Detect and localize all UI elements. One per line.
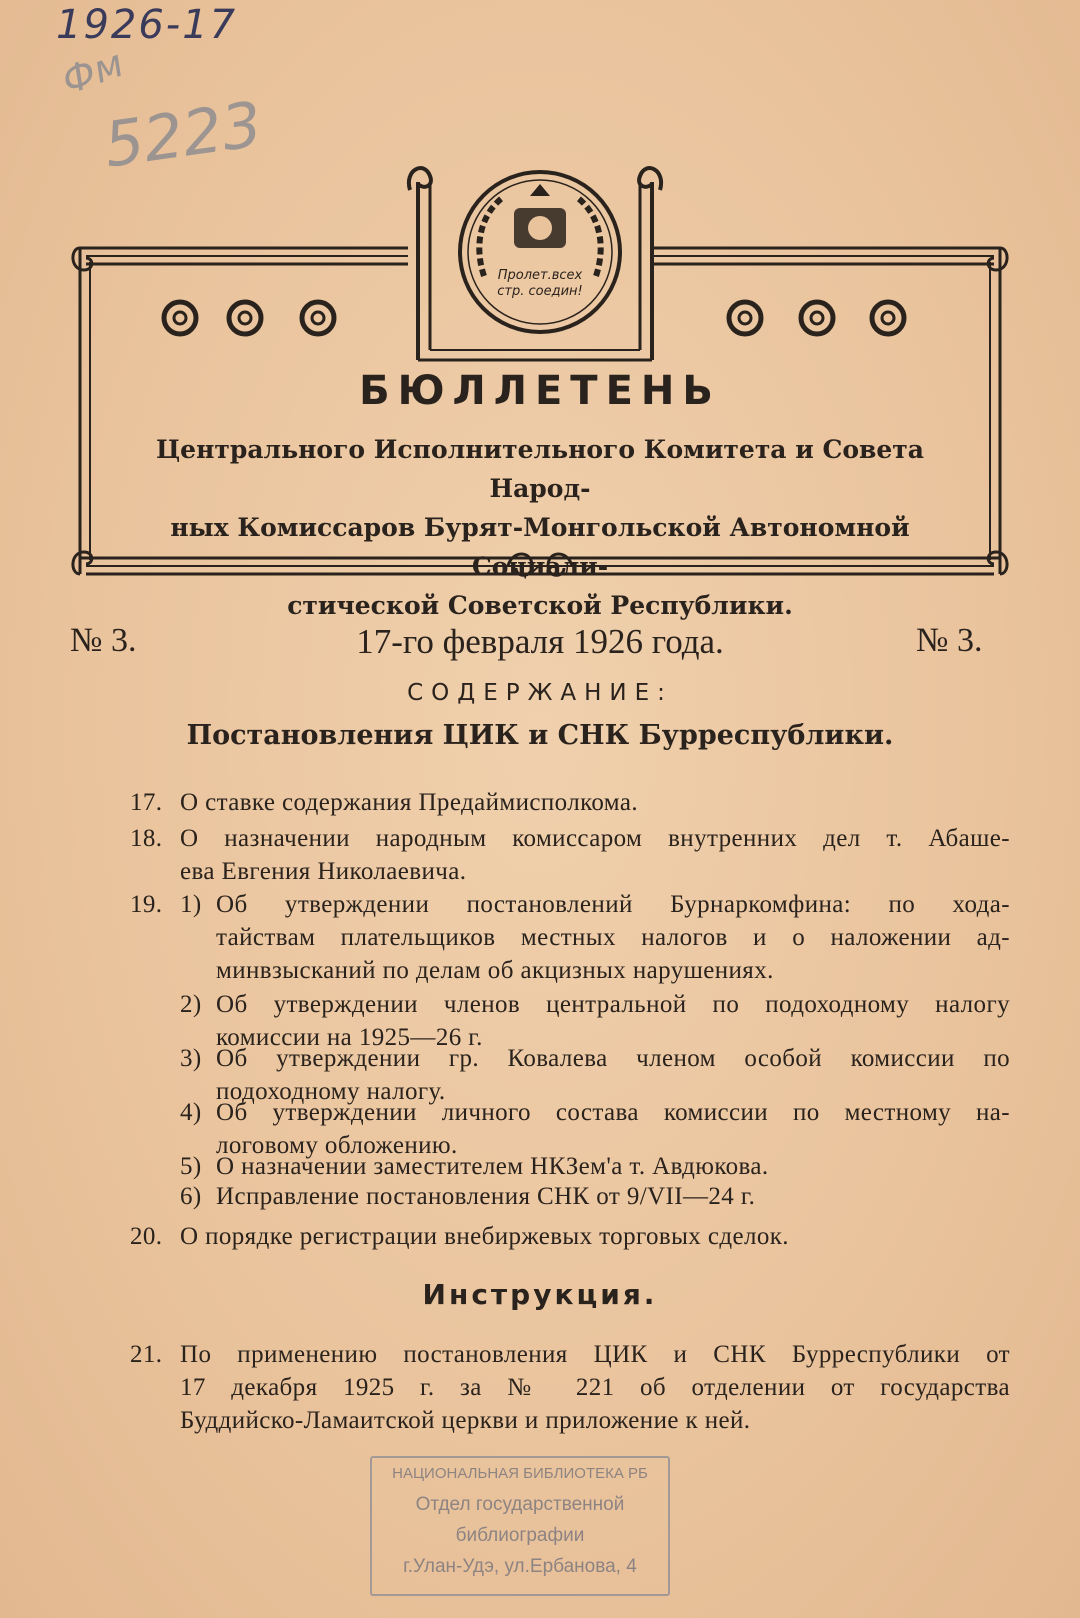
sub-item-number: 5) [180, 1153, 202, 1180]
sub-item-line: минвзысканий по делам об акцизных нарушениях. [216, 957, 774, 984]
contents-heading: СОДЕРЖАНИЕ: [407, 680, 673, 706]
pencil-code: 5223 [99, 87, 267, 182]
sub-item-line: Об утверждении гр. Ковалева членом особой комиссии по [216, 1045, 1010, 1072]
stamp-line-4: г.Улан-Удэ, ул.Ербанова, 4 [403, 1556, 637, 1577]
contents-item-19 [130, 888, 1010, 1208]
item-text-line: О назначении народным комиссаром внутренних дел т. Абаше- [180, 825, 1010, 852]
sub-item-line: комиссии на 1925—26 г. [216, 1024, 483, 1051]
item-text: О ставке содержания Предаймисполкома. [180, 789, 639, 816]
sub-item-line: О назначении заместителем НКЗем'а т. Авдюкова. [216, 1153, 769, 1180]
item-number: 19. [130, 891, 163, 918]
sub-item-line: подоходному налогу. [216, 1078, 446, 1105]
sub-item-number: 6) [180, 1183, 202, 1210]
emblem-icon [454, 166, 626, 338]
sub-item-line: Об утверждении постановлений Бурнаркомфина: по хода- [216, 891, 1010, 918]
item-text-line: По применению постановления ЦИК и СНК Бурреспублики от [180, 1341, 1010, 1368]
stamp-line-2: Отдел государственной [415, 1494, 625, 1515]
bulletin-title: БЮЛЛЕТЕНЬ [359, 368, 721, 414]
library-stamp [370, 1456, 670, 1596]
pencil-mark: Фм [56, 40, 130, 104]
emblem-motto [470, 268, 610, 300]
sub-item-number: 3) [180, 1045, 202, 1072]
sub-item-number: 4) [180, 1099, 202, 1126]
item-text: О порядке регистрации внебиржевых торговых сделок. [180, 1223, 789, 1250]
contents-item-20 [130, 1220, 1010, 1254]
item-number: 18. [130, 825, 163, 852]
item-number: 20. [130, 1223, 163, 1250]
issue-number-left: № 3. [70, 622, 137, 659]
subtitle-line-1: Центрального Исполнительного Комитета и Совета Народ- [156, 435, 924, 503]
handwritten-shelf-mark: 1926-17 [56, 2, 238, 48]
sub-item-number: 2) [180, 991, 202, 1018]
sub-item-line: Об утверждении личного состава комиссии по местному на- [216, 1099, 1010, 1126]
contents-item-17 [130, 786, 1010, 820]
section-title: Постановления ЦИК и СНК Бурреспублики. [186, 720, 894, 751]
instruction-title: Инструкция. [422, 1278, 658, 1311]
emblem-motto-line-2: стр. соедин! [497, 284, 583, 299]
subtitle-line-2: ных Комиссаров Бурят-Монгольской Автономной Социали- [170, 513, 910, 581]
issue-date: 17-го февраля 1926 года. [356, 622, 724, 661]
subtitle-line-3: стической Советской Республики. [287, 591, 793, 620]
stamp-line-1: НАЦИОНАЛЬНАЯ БИБЛИОТЕКА РБ [392, 1465, 648, 1482]
emblem-motto-line-1: Пролет.всех [497, 268, 583, 283]
bulletin-subtitle [110, 430, 970, 625]
sub-item-line: тайствам плательщиков местных налогов и о наложении ад- [216, 924, 1010, 951]
contents-item-18 [130, 822, 1010, 890]
contents-item-21 [130, 1338, 1010, 1438]
item-text-line: 17 декабря 1925 г. за № 221 об отделении от государства [180, 1374, 1010, 1401]
issue-number-right: № 3. [916, 622, 983, 659]
sub-item-line: логовому обложению. [216, 1132, 458, 1159]
item-number: 21. [130, 1341, 163, 1368]
sub-item-line: Исправление постановления СНК от 9/VII—24 г. [216, 1183, 756, 1210]
sub-item-line: Об утверждении членов центральной по подоходному налогу [216, 991, 1010, 1018]
item-text-line: ева Евгения Николаевича. [180, 858, 467, 885]
item-number: 17. [130, 789, 163, 816]
sub-item-number: 1) [180, 891, 202, 918]
item-text-line: Буддийско-Ламаитской церкви и приложение к ней. [180, 1407, 751, 1434]
stamp-line-3: библиографии [455, 1525, 585, 1546]
